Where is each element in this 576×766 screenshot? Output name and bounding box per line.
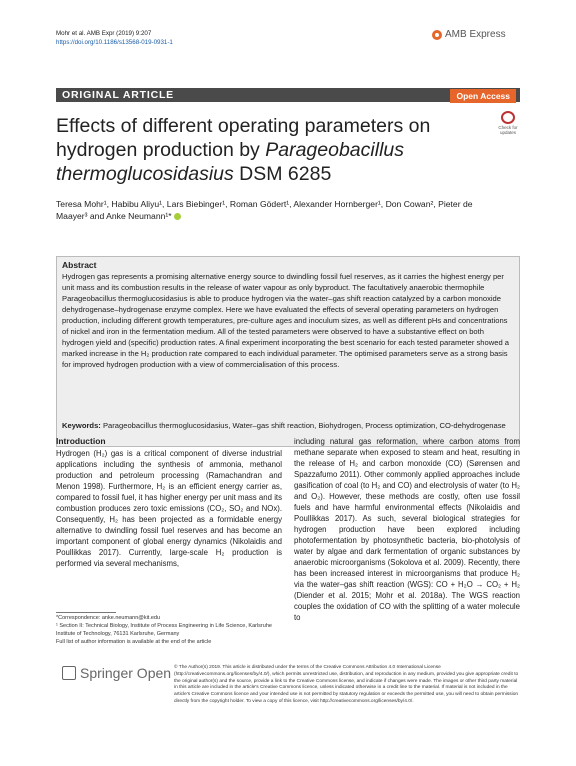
intro-col1-text: Hydrogen (H₂) gas is a critical component of diverse industrial applications including the synthesis of ammonia, methanol production and petroleum processing (Ramachandran and Menon 1998). Furthermore, H₂ is an efficient energy carrier as, compared to fossil fuel, it has higher energy per unit mass and its combustion produces zero toxic emissions (CO₂, SO₂ and NOx). Consequently, H₂ has been projected as a formidable energy alternative to dwindling fossil fuel reserves and has become an important component of global energy dynamics (Nikolaidis and Poullikkas 2017). Currently, large-scale H₂ production is performed via several mechanisms,: [56, 449, 282, 568]
title-plain: Effects of different operating parameters on hydrogen production by: [56, 115, 431, 161]
springer-icon: [62, 666, 76, 680]
correspondence-email[interactable]: *Correspondence: anke.neumann@kit.edu: [56, 615, 161, 621]
author-info-note: Full list of author information is available at the end of the article: [56, 639, 212, 645]
intro-column-1: [56, 436, 282, 569]
check-updates-line1: Check for: [498, 125, 518, 130]
abstract-heading: Abstract: [62, 260, 97, 270]
intro-col2-text: including natural gas reformation, where carbon atoms from methane separate when exposed to steam and heat, resulting in the release of H₂ and carbon monoxide (CO) (Sørensen and Spazzafumo 2011). Other commonly applied approaches include gasification of coal (to H₂ and CO) and electrolysis of water (to H₂ and O₂). However, these methods are costly, often use fossil fuels and have harmful environmental effects (Nikolaidis and Poullikkas 2017). As such, several biological strategies for hydrogen production have been explored including photofermentation by photosynthetic bacteria, bio-photolysis of water by algae and dark fermentation of organic substances by anaerobic microorganisms (Sokolova et al. 2009). Recently, there has been increased interest in microorganisms that produce H₂ via the water–gas shift reaction (WGS): CO + H₂O → CO₂ + H₂ (Diender et al. 2015; Mohr et al. 2018a). The WGS reaction couples the oxidation of CO with the splitting of a water molecule to: [294, 437, 520, 622]
keywords-label: Keywords:: [62, 421, 101, 430]
title-tail: DSM 6285: [233, 163, 332, 185]
title-italic: Parageobacillus thermoglucosidasius: [56, 139, 404, 185]
journal-logo-icon: [432, 30, 442, 40]
footnotes: [56, 614, 282, 646]
check-updates-line2: updates: [499, 130, 516, 135]
check-for-updates-button[interactable]: [493, 111, 523, 135]
open-access-badge: Open Access: [450, 89, 516, 103]
license-text: © The Author(s) 2019. This article is distributed under the terms of the Creative Commons Attribution 4.0 International License (http://creativecommons.org/licenses/by/4.0/), which permits unrestricted use, distribution, and reproduction in any medium, provided you give appropriate credit to the original author(s) and the source, provide a link to the Creative Commons license, and indicate if changes were made. The images or other third party material in this article are included in the article's Creative Commons licence, unless indicated otherwise in a credit line to the material. If material is not included in the article's Creative Commons licence and your intended use is not permitted by statutory regulation or exceeds the permitted use, you will need to obtain permission directly from the copyright holder. To view a copy of this licence, visit http://creativecommons.org/licenses/by/4.0/.: [174, 665, 519, 704]
orcid-icon[interactable]: [174, 213, 181, 220]
publisher-name: Springer Open: [80, 665, 172, 681]
article-type-label: ORIGINAL ARTICLE: [62, 89, 174, 101]
check-updates-icon: [501, 111, 515, 124]
citation-line: Mohr et al. AMB Expr (2019) 9:207: [56, 30, 152, 37]
author-names: Teresa Mohr¹, Habibu Aliyu¹, Lars Biebinger¹, Roman Gödert¹, Alexander Hornberger¹, Don Cowan², Pieter de Maayer³ and Anke Neumann¹*: [56, 199, 473, 221]
journal-logo[interactable]: [432, 29, 506, 40]
intro-column-2: [294, 436, 520, 623]
article-title: [56, 114, 476, 186]
journal-name: AMB Express: [445, 29, 506, 40]
doi-link[interactable]: https://doi.org/10.1186/s13568-019-0931-1: [56, 38, 173, 46]
abstract-text: Hydrogen gas represents a promising alternative energy source to dwindling fossil fuel reserves, as it carries the highest energy per unit mass and its combustion results in the release of water vapour as only byproduct. The facultatively anaerobic thermophile Parageobacillus thermoglucosidasius is able to produce hydrogen via the water–gas shift reaction catalyzed by a carbon monoxide dehydrogenase–hydrogenase enzyme complex. Here we have evaluated the effects of several operating parameters on hydrogen production, including different growth temperatures, pre-culture ages and inoculum sizes, as well as different pHs and concentrations of nickel and iron in the fermentation medium. All of the tested parameters were observed to have a substantive effect on both hydrogen yield and (specific) production rates. A final experiment incorporating the best scenario for each tested parameter showed a marked increase in the H₂ production rate compared to each individual parameter. The optimised parameters serve as a strong basis for improved hydrogen production with a view of commercialisation of this process.: [62, 272, 510, 369]
intro-heading: Introduction: [56, 436, 106, 446]
keywords-list: Parageobacillus thermoglucosidasius, Water–gas shift reaction, Biohydrogen, Process optimization, CO-dehydrogenase: [102, 421, 506, 430]
author-list: [56, 198, 476, 222]
footnote-divider: [56, 612, 116, 613]
publisher-logo[interactable]: [62, 665, 171, 681]
affiliation: ¹ Section II: Technical Biology, Institute of Process Engineering in Life Science, Karlsruhe Institute of Technology, 76131 Karlsruhe, Germany: [56, 623, 272, 637]
keywords: [62, 420, 514, 431]
citation-header: [56, 30, 173, 47]
